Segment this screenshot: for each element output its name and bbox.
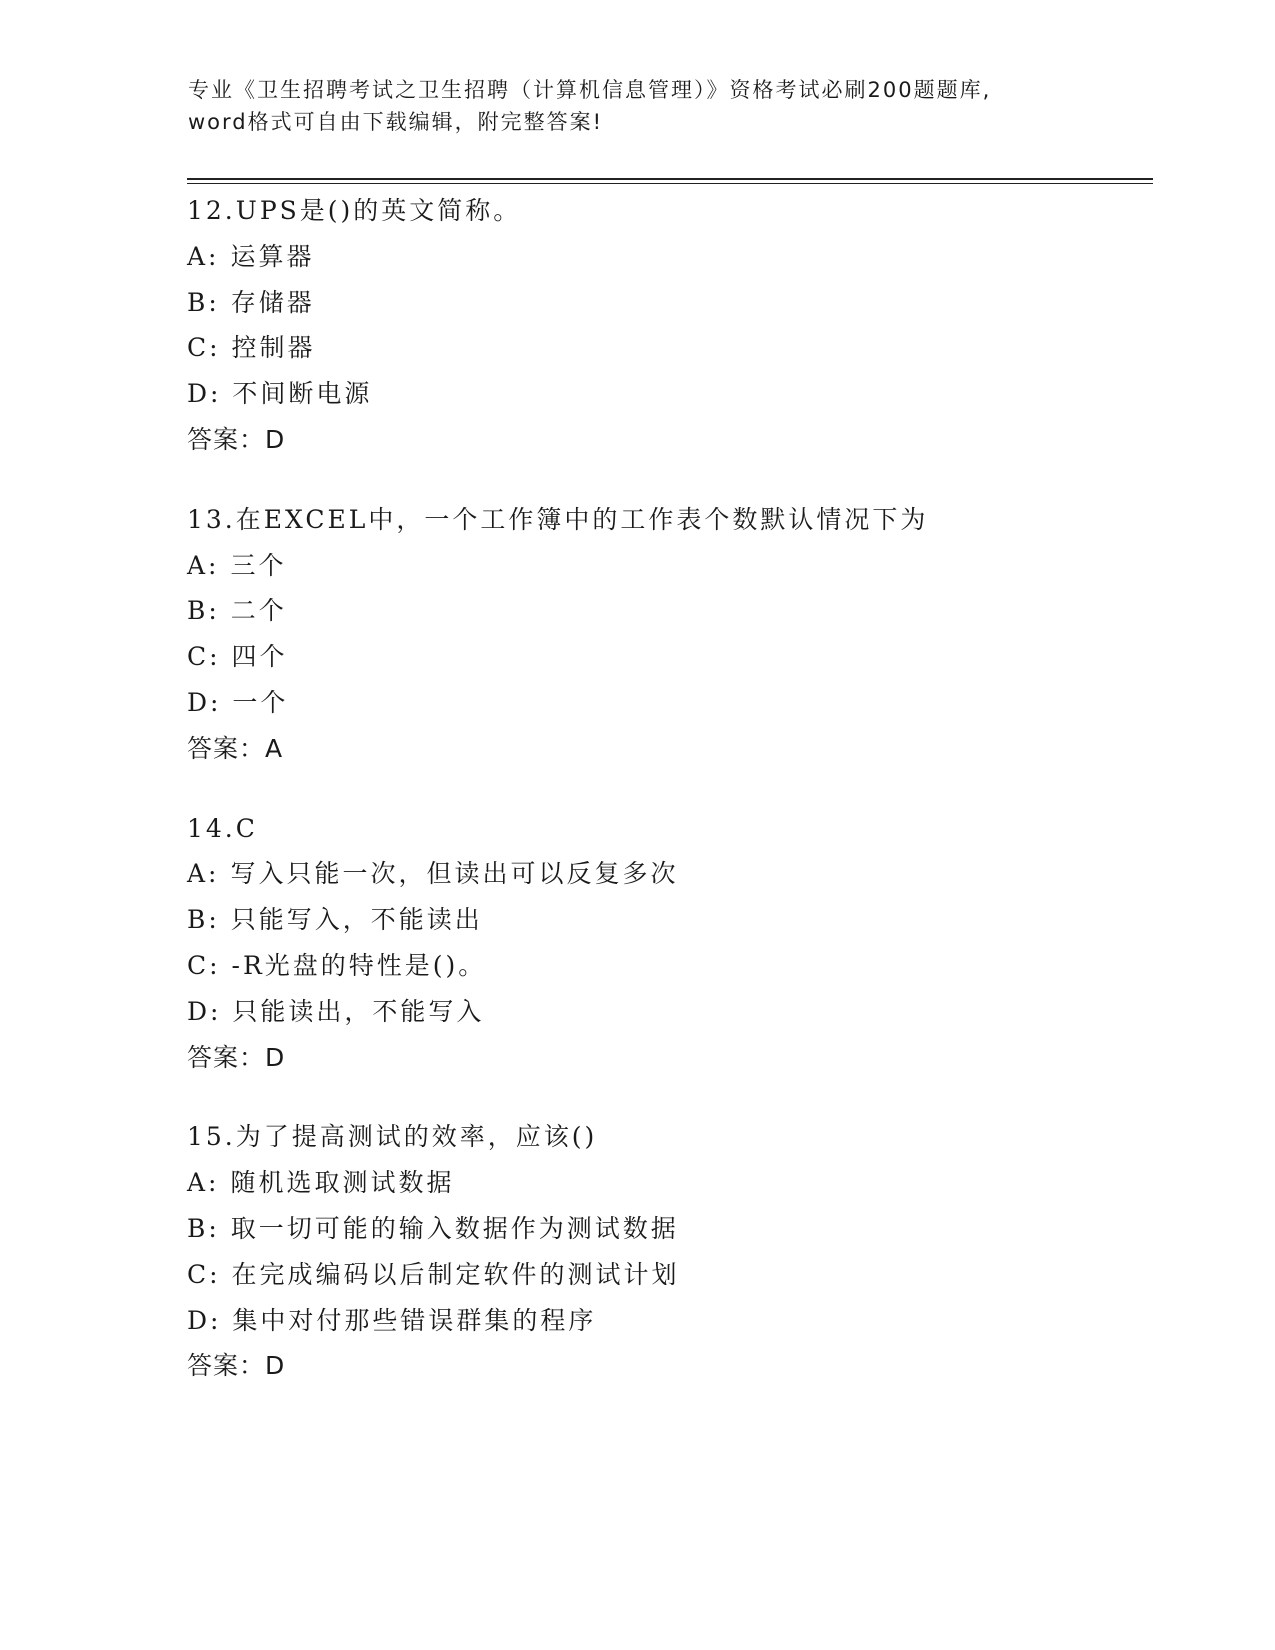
option-letter: C: — [187, 1259, 221, 1289]
answer-value: D — [265, 1351, 286, 1381]
option-text: 只能读出，不能写入 — [232, 996, 485, 1026]
header-divider-thin — [187, 183, 1153, 184]
option-c — [187, 943, 1147, 989]
question-list — [187, 188, 1147, 1423]
header-divider-thick — [187, 178, 1153, 180]
question-number: 15. — [187, 1122, 236, 1152]
answer-label: 答案： — [187, 733, 266, 763]
option-b — [187, 1206, 1147, 1252]
option-b — [187, 588, 1147, 634]
option-letter: B: — [187, 905, 220, 935]
question-13 — [187, 497, 1147, 772]
option-text: 在完成编码以后制定软件的测试计划 — [231, 1259, 680, 1289]
option-text: 存储器 — [230, 287, 315, 317]
option-b — [187, 280, 1147, 326]
option-text: 运算器 — [230, 241, 315, 271]
option-letter: A: — [187, 550, 220, 580]
question-stem — [187, 1114, 1147, 1160]
answer-value: D — [265, 1042, 286, 1072]
answer-line — [187, 726, 1147, 772]
question-stem — [187, 188, 1147, 234]
question-number: 12. — [187, 196, 236, 225]
document-header — [188, 74, 1088, 138]
answer-value: A — [265, 733, 284, 763]
option-letter: B: — [187, 596, 220, 626]
option-d — [187, 680, 1147, 726]
option-text: 随机选取测试数据 — [230, 1168, 455, 1198]
question-15 — [187, 1114, 1147, 1389]
answer-label: 答案： — [187, 1042, 266, 1072]
option-text: 写入只能一次，但读出可以反复多次 — [230, 859, 679, 889]
question-text: C — [235, 813, 258, 843]
header-line-1: 专业《卫生招聘考试之卫生招聘（计算机信息管理）》资格考试必刷200题题库, — [188, 78, 992, 102]
option-text: -R光盘的特性是()。 — [231, 950, 487, 980]
option-text: 控制器 — [231, 333, 316, 363]
option-letter: B: — [187, 287, 220, 317]
answer-line — [187, 1343, 1147, 1389]
option-c — [187, 1252, 1147, 1298]
answer-label: 答案： — [187, 424, 266, 454]
option-a — [187, 543, 1147, 589]
option-letter: C: — [187, 950, 221, 980]
question-text: 在EXCEL中，一个工作簿中的工作表个数默认情况下为 — [235, 504, 929, 534]
answer-line — [187, 417, 1147, 463]
option-text: 一个 — [232, 687, 289, 717]
option-text: 二个 — [230, 596, 287, 626]
option-a — [187, 851, 1147, 897]
question-text: 为了提高测试的效率，应该() — [235, 1122, 598, 1152]
answer-value: D — [265, 424, 286, 454]
option-d — [187, 989, 1147, 1035]
option-letter: C: — [187, 642, 221, 672]
option-letter: A: — [187, 1168, 220, 1198]
option-text: 三个 — [230, 550, 287, 580]
option-letter: B: — [187, 1213, 220, 1243]
option-text: 只能写入，不能读出 — [230, 905, 483, 935]
option-letter: D: — [187, 1305, 222, 1335]
option-letter: D: — [187, 687, 222, 717]
option-text: 取一切可能的输入数据作为测试数据 — [230, 1213, 679, 1243]
option-letter: D: — [187, 379, 222, 409]
option-letter: C: — [187, 333, 221, 363]
option-letter: A: — [187, 241, 220, 271]
option-text: 四个 — [231, 642, 288, 672]
answer-label: 答案： — [187, 1351, 266, 1381]
option-a — [187, 1160, 1147, 1206]
question-stem — [187, 806, 1147, 852]
option-d — [187, 1298, 1147, 1344]
question-number: 13. — [187, 504, 236, 534]
option-c — [187, 634, 1147, 680]
option-a — [187, 234, 1147, 280]
option-letter: A: — [187, 859, 220, 889]
question-text: UPS是()的英文简称。 — [235, 196, 522, 225]
question-12 — [187, 188, 1147, 463]
question-number: 14. — [187, 813, 236, 843]
option-text: 不间断电源 — [232, 379, 373, 409]
option-letter: D: — [187, 996, 222, 1026]
option-text: 集中对付那些错误群集的程序 — [232, 1305, 597, 1335]
question-stem — [187, 497, 1147, 543]
question-14 — [187, 806, 1147, 1081]
option-b — [187, 897, 1147, 943]
header-line-2: word格式可自由下载编辑，附完整答案! — [188, 110, 604, 134]
option-c — [187, 325, 1147, 371]
option-d — [187, 371, 1147, 417]
answer-line — [187, 1035, 1147, 1081]
